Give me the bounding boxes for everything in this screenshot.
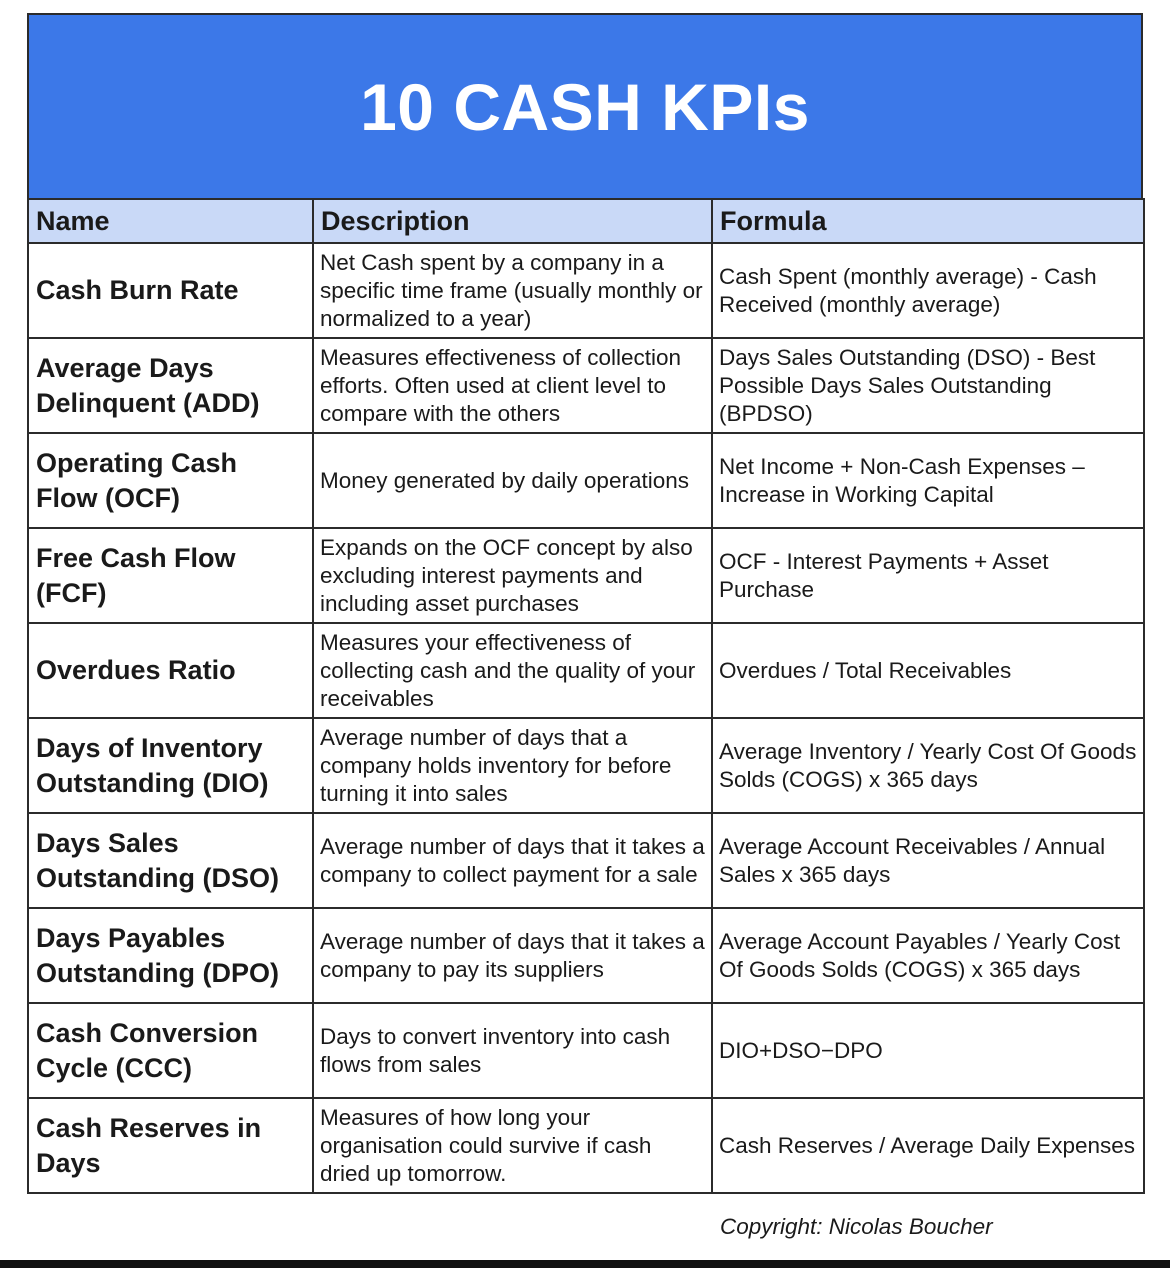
- kpi-formula: Cash Reserves / Average Daily Expenses: [712, 1098, 1144, 1193]
- header-description: Description: [313, 199, 712, 243]
- kpi-formula: Average Inventory / Yearly Cost Of Goods Solds (COGS) x 365 days: [712, 718, 1144, 813]
- kpi-description: Average number of days that it takes a company to collect payment for a sale: [313, 813, 712, 908]
- kpi-formula: Average Account Payables / Yearly Cost Of Goods Solds (COGS) x 365 days: [712, 908, 1144, 1003]
- kpi-description: Net Cash spent by a company in a specific time frame (usually monthly or normalized to a year): [313, 243, 712, 338]
- table-row: [28, 433, 1144, 528]
- kpi-description: Measures your effectiveness of collecting cash and the quality of your receivables: [313, 623, 712, 718]
- kpi-table: [27, 198, 1145, 1194]
- kpi-description: Average number of days that a company holds inventory for before turning it into sales: [313, 718, 712, 813]
- kpi-description: Days to convert inventory into cash flows from sales: [313, 1003, 712, 1098]
- table-header-row: [28, 199, 1144, 243]
- kpi-description: Expands on the OCF concept by also excluding interest payments and including asset purchases: [313, 528, 712, 623]
- kpi-description: Measures effectiveness of collection efforts. Often used at client level to compare with the others: [313, 338, 712, 433]
- kpi-name: Days of Inventory Outstanding (DIO): [28, 718, 313, 813]
- kpi-description: Measures of how long your organisation could survive if cash dried up tomorrow.: [313, 1098, 712, 1193]
- table-row: [28, 623, 1144, 718]
- header-name: Name: [28, 199, 313, 243]
- kpi-card: [27, 13, 1143, 1194]
- kpi-formula: Average Account Receivables / Annual Sales x 365 days: [712, 813, 1144, 908]
- kpi-formula: DIO+DSO−DPO: [712, 1003, 1144, 1098]
- table-row: [28, 1003, 1144, 1098]
- kpi-formula: Net Income + Non-Cash Expenses – Increase in Working Capital: [712, 433, 1144, 528]
- kpi-name: Days Payables Outstanding (DPO): [28, 908, 313, 1003]
- kpi-formula: Days Sales Outstanding (DSO) - Best Possible Days Sales Outstanding (BPDSO): [712, 338, 1144, 433]
- table-row: [28, 718, 1144, 813]
- kpi-name: Cash Conversion Cycle (CCC): [28, 1003, 313, 1098]
- table-row: [28, 528, 1144, 623]
- kpi-name: Days Sales Outstanding (DSO): [28, 813, 313, 908]
- kpi-formula: OCF - Interest Payments + Asset Purchase: [712, 528, 1144, 623]
- kpi-name: Overdues Ratio: [28, 623, 313, 718]
- kpi-description: Average number of days that it takes a company to pay its suppliers: [313, 908, 712, 1003]
- table-row: [28, 813, 1144, 908]
- kpi-name: Cash Reserves in Days: [28, 1098, 313, 1193]
- kpi-name: Cash Burn Rate: [28, 243, 313, 338]
- title-banner: [27, 13, 1143, 198]
- copyright-note: Copyright: Nicolas Boucher: [720, 1214, 993, 1239]
- kpi-formula: Overdues / Total Receivables: [712, 623, 1144, 718]
- kpi-description: Money generated by daily operations: [313, 433, 712, 528]
- kpi-name: Free Cash Flow (FCF): [28, 528, 313, 623]
- table-row: [28, 908, 1144, 1003]
- table-row: [28, 243, 1144, 338]
- kpi-name: Average Days Delinquent (ADD): [28, 338, 313, 433]
- table-row: [28, 1098, 1144, 1193]
- table-row: [28, 338, 1144, 433]
- bottom-divider: [0, 1260, 1170, 1268]
- page-title: 10 CASH KPIs: [360, 69, 810, 144]
- header-formula: Formula: [712, 199, 1144, 243]
- kpi-formula: Cash Spent (monthly average) - Cash Received (monthly average): [712, 243, 1144, 338]
- kpi-name: Operating Cash Flow (OCF): [28, 433, 313, 528]
